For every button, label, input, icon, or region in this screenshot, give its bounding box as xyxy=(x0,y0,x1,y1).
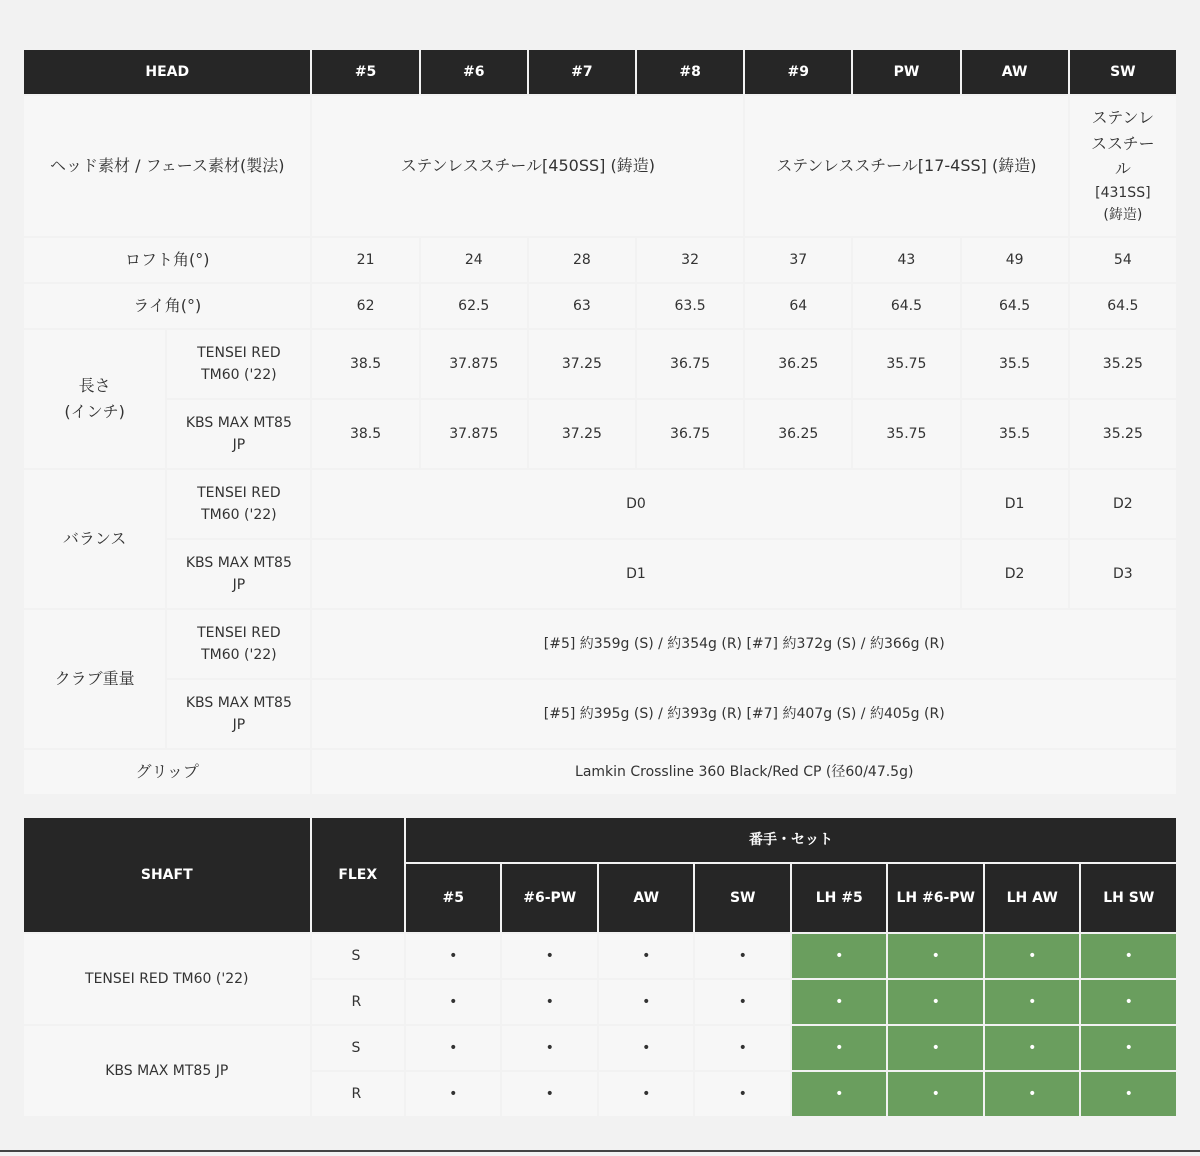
shaft-label-tensei xyxy=(167,330,310,398)
balance-main-value: D1 xyxy=(312,540,959,608)
lh-availability-mark: • xyxy=(792,934,887,978)
set-col-header: #6-PW xyxy=(502,864,597,932)
weight-row-kbs xyxy=(24,680,1176,748)
length-label xyxy=(24,330,165,468)
length-value: 36.75 xyxy=(637,400,743,468)
balance-row-kbs xyxy=(24,540,1176,608)
material-sw-line: [431SS] xyxy=(1095,185,1151,201)
head-header-label: HEAD xyxy=(24,50,310,94)
shaft-label-kbs xyxy=(167,680,310,748)
availability-mark: • xyxy=(406,1026,501,1070)
length-value: 38.5 xyxy=(312,330,418,398)
lh-availability-mark: • xyxy=(985,1026,1080,1070)
balance-sw-value: D3 xyxy=(1070,540,1176,608)
weight-row-tensei xyxy=(24,610,1176,678)
availability-mark: • xyxy=(695,934,790,978)
flex-value: S xyxy=(312,1026,404,1070)
shaft-name: KBS MAX MT85 JP xyxy=(24,1026,310,1116)
length-value: 37.875 xyxy=(421,330,527,398)
shaft-label-line: TENSEI RED xyxy=(197,624,281,641)
loft-value: 54 xyxy=(1070,238,1176,282)
availability-mark: • xyxy=(695,1072,790,1116)
flex-value: S xyxy=(312,934,404,978)
page-content xyxy=(24,48,1176,1118)
length-value: 38.5 xyxy=(312,400,418,468)
col-header-sw: SW xyxy=(1070,50,1176,94)
balance-row-tensei xyxy=(24,470,1176,538)
material-group-17-4ss: ステンレススチール[17-4SS] (鋳造) xyxy=(745,96,1068,236)
length-value: 35.75 xyxy=(853,330,959,398)
col-header-5: #5 xyxy=(312,50,418,94)
lh-availability-mark: • xyxy=(1081,934,1176,978)
length-row-kbs xyxy=(24,400,1176,468)
lie-value: 64.5 xyxy=(962,284,1068,328)
loft-value: 43 xyxy=(853,238,959,282)
lie-value: 62.5 xyxy=(421,284,527,328)
length-value: 36.25 xyxy=(745,330,851,398)
shaft-availability-table xyxy=(22,816,1178,1118)
lh-availability-mark: • xyxy=(888,934,983,978)
availability-mark: • xyxy=(406,980,501,1024)
weight-label: クラブ重量 xyxy=(24,610,165,748)
flex-header: FLEX xyxy=(312,818,404,932)
availability-mark: • xyxy=(502,1072,597,1116)
col-header-8: #8 xyxy=(637,50,743,94)
shaft-label-line: JP xyxy=(232,437,246,453)
lh-availability-mark: • xyxy=(985,980,1080,1024)
material-sw-line: ル xyxy=(1114,159,1131,179)
shaft-label-line: TENSEI RED xyxy=(197,344,281,361)
shaft-label-line: TM60 ('22) xyxy=(201,507,277,523)
shaft-label-tensei xyxy=(167,470,310,538)
length-value: 35.5 xyxy=(962,330,1068,398)
lie-value: 64.5 xyxy=(853,284,959,328)
availability-mark: • xyxy=(406,1072,501,1116)
bottom-divider xyxy=(0,1150,1200,1152)
shaft-header-row xyxy=(24,818,1176,862)
length-value: 35.25 xyxy=(1070,400,1176,468)
shaft-label-line: JP xyxy=(232,717,246,733)
length-label-line: 長さ xyxy=(78,376,111,396)
set-col-header: AW xyxy=(599,864,694,932)
shaft-row xyxy=(24,934,1176,978)
material-label: ヘッド素材 / フェース素材(製法) xyxy=(24,96,310,236)
length-value: 36.75 xyxy=(637,330,743,398)
availability-mark: • xyxy=(502,980,597,1024)
availability-mark: • xyxy=(502,934,597,978)
lh-availability-mark: • xyxy=(1081,1072,1176,1116)
availability-mark: • xyxy=(695,980,790,1024)
material-sw-line: ステンレ xyxy=(1091,108,1155,128)
set-col-header: #5 xyxy=(406,864,501,932)
lh-availability-mark: • xyxy=(1081,1026,1176,1070)
length-value: 35.75 xyxy=(853,400,959,468)
balance-aw-value: D1 xyxy=(962,470,1068,538)
flex-value: R xyxy=(312,1072,404,1116)
col-header-pw: PW xyxy=(853,50,959,94)
loft-value: 21 xyxy=(312,238,418,282)
length-value: 36.25 xyxy=(745,400,851,468)
shaft-name: TENSEI RED TM60 ('22) xyxy=(24,934,310,1024)
length-value: 35.5 xyxy=(962,400,1068,468)
balance-aw-value: D2 xyxy=(962,540,1068,608)
shaft-label-line: KBS MAX MT85 xyxy=(185,414,292,431)
weight-value: [#5] 約359g (S) / 約354g (R) [#7] 約372g (S) / 約366g (R) xyxy=(312,610,1176,678)
loft-value: 32 xyxy=(637,238,743,282)
lie-value: 64 xyxy=(745,284,851,328)
col-header-aw: AW xyxy=(962,50,1068,94)
shaft-label-line: JP xyxy=(232,577,246,593)
lh-availability-mark: • xyxy=(1081,980,1176,1024)
set-col-header: LH AW xyxy=(985,864,1080,932)
grip-label: グリップ xyxy=(24,750,310,794)
loft-row xyxy=(24,238,1176,282)
weight-value: [#5] 約395g (S) / 約393g (R) [#7] 約407g (S) / 約405g (R) xyxy=(312,680,1176,748)
lh-availability-mark: • xyxy=(792,1072,887,1116)
lh-availability-mark: • xyxy=(792,1026,887,1070)
availability-mark: • xyxy=(599,1072,694,1116)
lh-availability-mark: • xyxy=(888,1072,983,1116)
head-header-row xyxy=(24,50,1176,94)
length-value: 37.25 xyxy=(529,400,635,468)
loft-value: 24 xyxy=(421,238,527,282)
availability-mark: • xyxy=(599,1026,694,1070)
grip-row xyxy=(24,750,1176,794)
lh-availability-mark: • xyxy=(792,980,887,1024)
shaft-label-kbs xyxy=(167,400,310,468)
length-value: 37.25 xyxy=(529,330,635,398)
availability-mark: • xyxy=(599,980,694,1024)
set-col-header: LH #6-PW xyxy=(888,864,983,932)
material-row xyxy=(24,96,1176,236)
col-header-9: #9 xyxy=(745,50,851,94)
length-value: 37.875 xyxy=(421,400,527,468)
set-col-header: LH #5 xyxy=(792,864,887,932)
availability-mark: • xyxy=(406,934,501,978)
material-sw xyxy=(1070,96,1176,236)
head-spec-table xyxy=(22,48,1178,796)
lie-row xyxy=(24,284,1176,328)
shaft-label-line: KBS MAX MT85 xyxy=(185,554,292,571)
lie-value: 62 xyxy=(312,284,418,328)
material-sw-line: ススチー xyxy=(1091,133,1155,153)
lh-availability-mark: • xyxy=(985,934,1080,978)
balance-label: バランス xyxy=(24,470,165,608)
set-group-header: 番手・セット xyxy=(406,818,1176,862)
lh-availability-mark: • xyxy=(985,1072,1080,1116)
availability-mark: • xyxy=(695,1026,790,1070)
col-header-6: #6 xyxy=(421,50,527,94)
loft-value: 28 xyxy=(529,238,635,282)
loft-value: 37 xyxy=(745,238,851,282)
balance-sw-value: D2 xyxy=(1070,470,1176,538)
length-row-tensei xyxy=(24,330,1176,398)
lh-availability-mark: • xyxy=(888,1026,983,1070)
lie-label: ライ角(°) xyxy=(24,284,310,328)
col-header-7: #7 xyxy=(529,50,635,94)
shaft-label-line: TENSEI RED xyxy=(197,484,281,501)
shaft-header: SHAFT xyxy=(24,818,310,932)
balance-main-value: D0 xyxy=(312,470,959,538)
shaft-label-line: KBS MAX MT85 xyxy=(185,694,292,711)
lie-value: 63 xyxy=(529,284,635,328)
flex-value: R xyxy=(312,980,404,1024)
material-group-450ss: ステンレススチール[450SS] (鋳造) xyxy=(312,96,743,236)
shaft-label-line: TM60 ('22) xyxy=(201,647,277,663)
length-label-line: (インチ) xyxy=(64,402,125,421)
lie-value: 64.5 xyxy=(1070,284,1176,328)
lie-value: 63.5 xyxy=(637,284,743,328)
set-col-header: SW xyxy=(695,864,790,932)
loft-label: ロフト角(°) xyxy=(24,238,310,282)
grip-value: Lamkin Crossline 360 Black/Red CP (径60/47.5g) xyxy=(312,750,1176,794)
shaft-label-kbs xyxy=(167,540,310,608)
shaft-label-line: TM60 ('22) xyxy=(201,367,277,383)
material-sw-line: (鋳造) xyxy=(1103,207,1143,224)
length-value: 35.25 xyxy=(1070,330,1176,398)
set-col-header: LH SW xyxy=(1081,864,1176,932)
shaft-row xyxy=(24,1026,1176,1070)
loft-value: 49 xyxy=(962,238,1068,282)
shaft-label-tensei xyxy=(167,610,310,678)
availability-mark: • xyxy=(502,1026,597,1070)
lh-availability-mark: • xyxy=(888,980,983,1024)
availability-mark: • xyxy=(599,934,694,978)
